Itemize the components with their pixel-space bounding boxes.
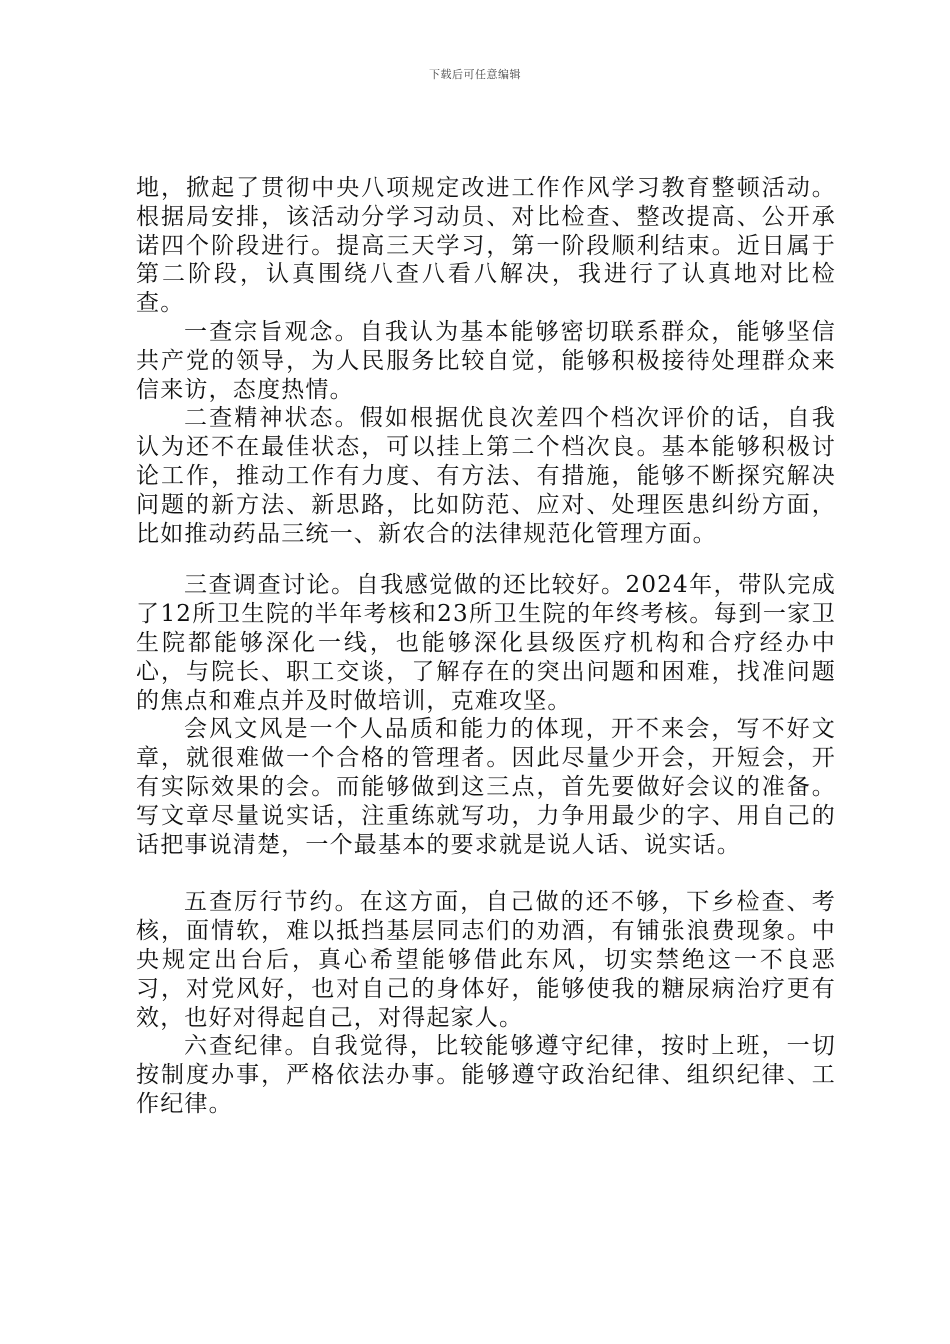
paragraph-purpose: 一查宗旨观念。自我认为基本能够密切联系群众，能够坚信共产党的领导，为人民服务比较自觉，能够积极接待处理群众来信来访，态度热情。 (136, 318, 836, 403)
paragraph-spirit: 二查精神状态。假如根据优良次差四个档次评价的话，自我认为还不在最佳状态，可以挂上第二个档次良。基本能够积极讨论工作，推动工作有力度、有方法、有措施，能够不断探究解决问题的新方法、新思路，比如防范、应对、处理医患纠纷方面，比如推动药品三统一、新农合的法律规范化管理方面。 (136, 405, 836, 547)
paragraph-frugality: 五查厉行节约。在这方面，自己做的还不够，下乡检查、考核，面情软，难以抵挡基层同志们的劝酒，有铺张浪费现象。中央规定出台后，真心希望能够借此东风，切实禁绝这一不良恶习，对党风好，也对自己的身体好，能够使我的糖尿病治疗更有效，也好对得起自己，对得起家人。 (136, 889, 836, 1031)
paragraph-meeting-style: 会风文风是一个人品质和能力的体现，开不来会，写不好文章，就很难做一个合格的管理者。因此尽量少开会，开短会，开有实际效果的会。而能够做到这三点，首先要做好会议的准备。写文章尽量说实话，注重练就写功，力争用最少的字、用自己的话把事说清楚，一个最基本的要求就是说人话、说实话。 (136, 716, 836, 858)
paragraph-discipline: 六查纪律。自我觉得，比较能够遵守纪律，按时上班，一切按制度办事，严格依法办事。能够遵守政治纪律、组织纪律、工作纪律。 (136, 1033, 836, 1117)
paragraph-research: 三查调查讨论。自我感觉做的还比较好。2024年，带队完成了12所卫生院的半年考核和23所卫生院的年终考核。每到一家卫生院都能够深化一线，也能够深化县级医疗机构和合疗经办中心，与院长、职工交谈，了解存在的突出问题和困难，找准问题的焦点和难点并及时做培训，克难攻坚。 (136, 572, 836, 714)
document-body (136, 174, 836, 1119)
paragraph-intro: 地，掀起了贯彻中央八项规定改进工作作风学习教育整顿活动。根据局安排，该活动分学习动员、对比检查、整改提高、公开承诺四个阶段进行。提高三天学习，第一阶段顺利结束。近日属于第二阶段，认真围绕八查八看八解决，我进行了认真地对比检查。 (136, 175, 836, 317)
page-header: 下载后可任意编辑 (429, 68, 521, 81)
